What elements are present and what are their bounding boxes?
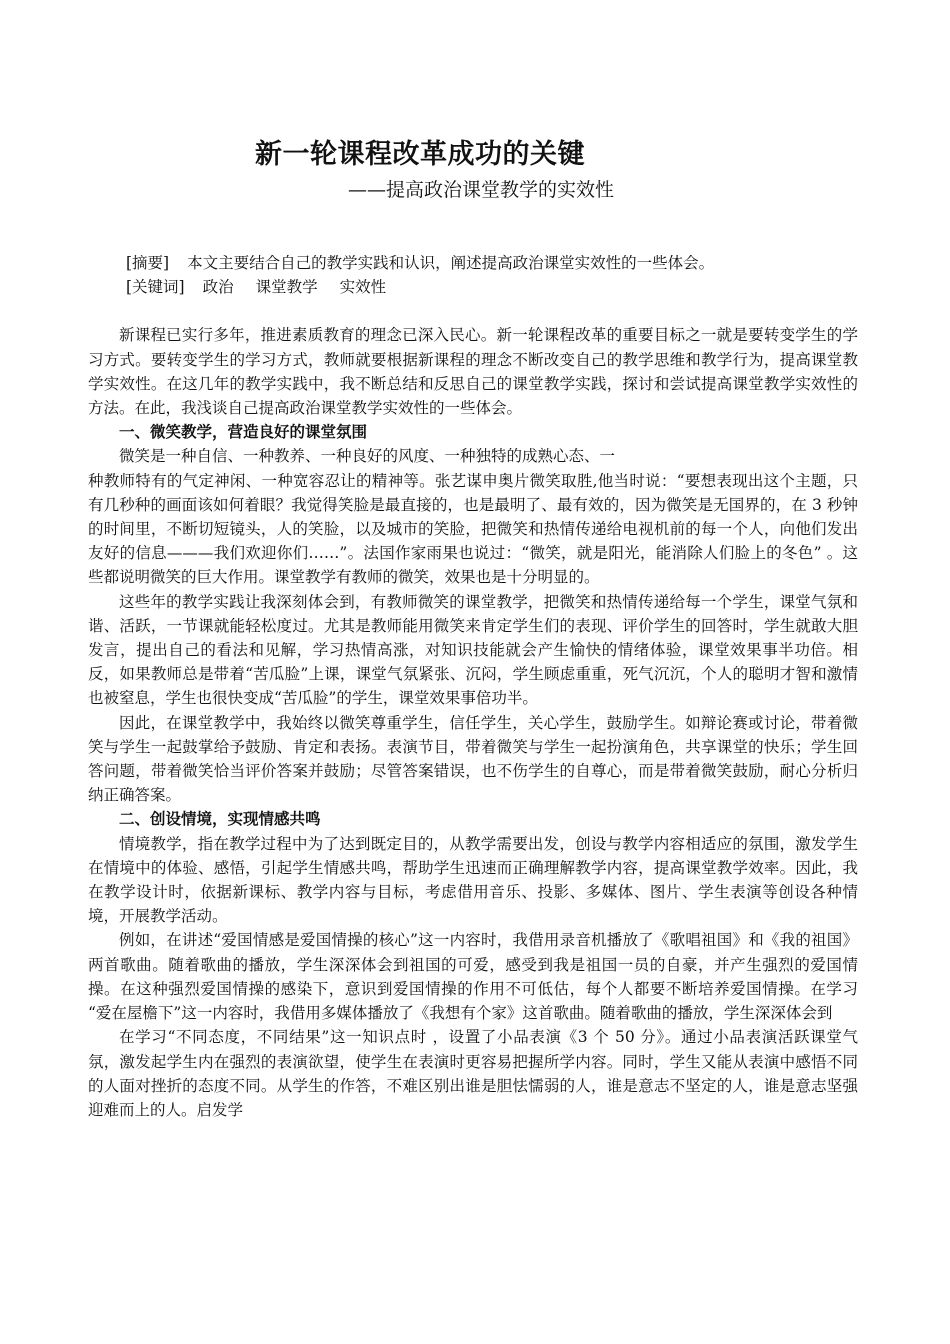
- paragraph: 种教师特有的气定神闲、一种宽容忍让的精神等。张艺谋申奥片微笑取胜,他当时说：“要想表现出这个主题，只有几秒种的画面该如何着眼？我觉得笑脸是最直接的，也是最明了、最有效的，因为微笑是无国界的，在 3 秒钟的时间里，不断切短镜头，人的笑脸，以及城市的笑脸，把微笑和热情传递给电视机前的每一个人，向他们发出友好的信息———我们欢迎你们……”。法国作家雨果也说过：“微笑，就是阳光，能消除人们脸上的冬色” 。这些都说明微笑的巨大作用。课堂教学有教师的微笑，效果也是十分明显的。: [88, 471, 858, 587]
- abstract-label: [摘要]: [126, 254, 170, 272]
- keyword: 政治: [202, 278, 234, 297]
- paragraph: 这些年的教学实践让我深刻体会到，有教师微笑的课堂教学，把微笑和热情传递给每一个学生，课堂气氛和谐、活跃，一节课就能轻松度过。尤其是教师能用微笑来肯定学生们的表现、评价学生的回答时，学生就敢大胆发言，提出自己的看法和见解，学习热情高涨，对知识技能就会产生愉快的情绪体验，课堂效果事半功倍。相反，如果教师总是带着“苦瓜脸”上课，课堂气氛紧张、沉闷，学生顾虑重重，死气沉沉，个人的聪明才智和激情也被窒息，学生也很快变成“苦瓜脸”的学生，课堂效果事倍功半。: [88, 592, 858, 708]
- paragraph-line: 微笑是一种自信、一种教养、一种良好的风度、一种独特的成熟心态、一: [119, 447, 616, 466]
- abstract-line: [88, 251, 858, 275]
- spacer: [88, 299, 858, 323]
- paragraph: 因此，在课堂教学中，我始终以微笑尊重学生，信任学生，关心学生，鼓励学生。如辩论赛或讨论，带着微笑与学生一起鼓掌给予鼓励、肯定和表扬。表演节目，带着微笑与学生一起扮演角色，共享课堂的快乐；学生回答问题，带着微笑恰当评价答案并鼓励；尽管答案错误，也不伤学生的自尊心，而是带着微笑鼓励，耐心分析归纳正确答案。: [88, 713, 858, 805]
- paragraph: 例如，在讲述“爱国情感是爱国情操的核心”这一内容时，我借用录音机播放了《歌唱祖国》和《我的祖国》两首歌曲。随着歌曲的播放，学生深深体会到祖国的可爱，感受到我是祖国一员的自豪，并产生强烈的爱国情操。在这种强烈爱国情操的感染下，意识到爱国情操的作用不可低估，每个人都要不断培养爱国情操。在学习 “爱在屋檐下”这一内容时，我借用多媒体播放了《我想有个家》这首歌曲。随着歌曲的播放，学生深深体会到: [88, 931, 858, 1023]
- document-body: [88, 251, 858, 1122]
- document-subtitle: ——提高政治课堂教学的实效性: [348, 179, 615, 201]
- paragraph: 情境教学，指在教学过程中为了达到既定目的，从教学需要出发，创设与教学内容相适应的氛围，激发学生在情境中的体验、感悟，引起学生情感共鸣，帮助学生迅速而正确理解教学内容，提高课堂教学效率。因此，我在教学设计时，依据新课标、教学内容与目标，考虑借用音乐、投影、多媒体、图片、学生表演等创设各种情境，开展教学活动。: [88, 834, 858, 926]
- paragraph: 在学习“不同态度，不同结果”这一知识点时 ，设置了小品表演《3 个 50 分》。通过小品表演活跃课堂气氛，激发起学生内在强烈的表演欲望，使学生在表演时更容易把握所学内容。同时，学生又能从表演中感悟不同的人面对挫折的态度不同。从学生的作答，不难区别出谁是胆怯懦弱的人，谁是意志不坚定的人，谁是意志坚强迎难而上的人。启发学: [88, 1028, 858, 1119]
- section-heading: 二、创设情境，实现情感共鸣: [119, 809, 321, 829]
- abstract-text: 本文主要结合自己的教学实践和认识，阐述提高政治课堂实效性的一些体会。: [187, 254, 715, 272]
- document-title: 新一轮课程改革成功的关键: [255, 139, 585, 170]
- keywords-label: [关键词]: [126, 278, 185, 297]
- intro-paragraph: 新课程已实行多年，推进素质教育的理念已深入民心。新一轮课程改革的重要目标之一就是要转变学生的学习方式。要转变学生的学习方式，教师就要根据新课程的理念不断改变自己的教学思维和教学行为，提高课堂教学实效性。在这几年的教学实践中，我不断总结和反思自己的课堂教学实践，探讨和尝试提高课堂教学实效性的方法。在此，我浅谈自己提高政治课堂教学实效性的一些体会。: [88, 326, 858, 418]
- section-heading: 一、微笑教学，营造良好的课堂氛围: [119, 422, 368, 442]
- keyword: 课堂教学: [255, 278, 318, 297]
- keyword: 实效性: [339, 278, 387, 297]
- keywords-line: [88, 275, 858, 299]
